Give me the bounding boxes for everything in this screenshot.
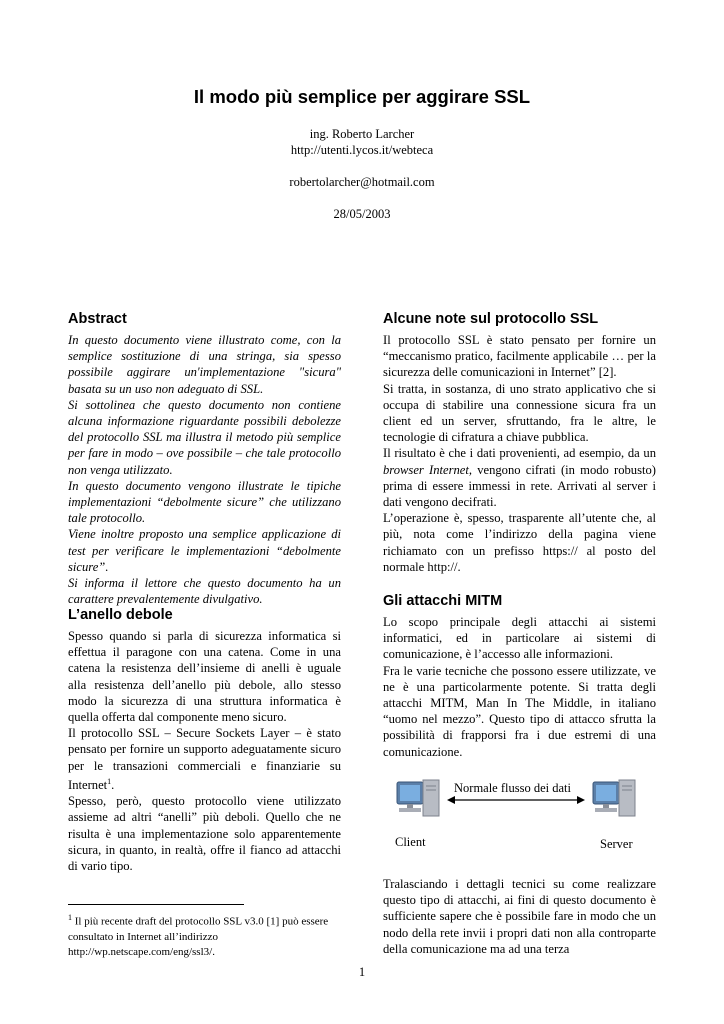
footnote-divider	[68, 904, 244, 905]
anello-paragraph	[68, 725, 341, 793]
note-ssl-emphasis: browser Internet,	[383, 462, 473, 477]
abstract-paragraph: In questo documento viene illustrato come, con la semplice sostituzione di una stringa, sia spesso possibile aggirare un'implementazione "sicura" basata su un uso non adeguato di SSL.	[68, 333, 341, 396]
client-computer-icon	[397, 780, 439, 816]
abstract-paragraph: Si informa il lettore che questo documento ha un carattere prevalentemente divulgativo.	[68, 576, 341, 607]
anello-heading: L’anello debole	[68, 607, 173, 623]
mitm-continuation	[383, 876, 656, 957]
mitm-paragraph: Lo scopo principale degli attacchi ai sistemi informatici, ed in particolare ai sistemi di comunicazione, è l’accesso alle informazioni.	[383, 615, 656, 662]
data-flow-arrow	[447, 796, 585, 804]
footnote	[68, 910, 344, 960]
note-ssl-section	[383, 310, 656, 575]
abstract-paragraph: Viene inoltre proposto una semplice applicazione di test per verificare le implementazioni “debolmente sicure”.	[68, 527, 341, 574]
anello-text: Il protocollo SSL – Secure Sockets Layer – è stato pensato per fornire un supporto adeguatamente sicuro per le transazioni commerciali e finanziarie su Internet	[68, 726, 341, 793]
anello-text: .	[111, 778, 115, 793]
author-website: http://utenti.lycos.it/webteca	[290, 143, 434, 157]
author-email: robertolarcher@hotmail.com	[289, 175, 435, 189]
mitm-section	[383, 592, 656, 760]
footnote-marker: 1	[68, 913, 72, 922]
note-ssl-paragraph: L’operazione è, spesso, trasparente all’utente che, al più, nota come l’indirizzo della pagina viene richiamato con un prefisso https:// al posto del normale http://.	[383, 511, 656, 574]
abstract-paragraph: In questo documento vengono illustrate le tipiche implementazioni “debolmente sicure” che utilizzano tale protocollo.	[68, 478, 341, 526]
mitm-heading: Gli attacchi MITM	[383, 593, 503, 609]
anello-paragraph: Spesso, però, questo protocollo viene utilizzato assieme ad altri “anelli” più deboli. Quello che ne risulta è una implementazione solo apparentemente sicura, in quanto, in realtà, offre il fianco ad attacchi di vario tipo.	[68, 794, 341, 874]
server-label: Server	[600, 837, 633, 851]
paper-title: Il modo più semplice per aggirare SSL	[193, 86, 531, 107]
server-computer-icon	[593, 780, 635, 816]
date: 28/05/2003	[333, 207, 391, 221]
note-ssl-paragraph	[383, 445, 656, 510]
mitm-paragraph: Tralasciando i dettagli tecnici su come realizzare questo tipo di attacchi, ai fini di questo documento è sufficiente sapere che è possibile fare in modo che un nodo della rete invii i propri dati non alla controparte della comunicazione ma ad una terza	[383, 877, 656, 956]
anello-section	[68, 606, 341, 874]
footnote-ref: 1	[107, 776, 112, 786]
note-ssl-text: Il risultato è che i dati provenienti, ad esempio, da un	[383, 446, 656, 461]
note-ssl-paragraph: Il protocollo SSL è stato pensato per fornire un “meccanismo pratico, facilmente applicabile … per la sicurezza delle comunicazioni in Internet” [2].	[383, 333, 656, 380]
abstract-paragraph: Si sottolinea che questo documento non contiene alcuna informazione riguardante possibili debolezze del protocollo SSL ma illustra il metodo più semplice per fare in modo – ove possibile – che tale protocollo non venga utilizzato.	[68, 397, 341, 477]
note-ssl-text: vengono cifrati (in modo robusto) prima di essere immessi in rete. Arrivati al server i dati vengono decifrati.	[383, 462, 656, 510]
page-number: 1	[358, 965, 366, 979]
footnote-text: Il più recente draft del protocollo SSL v3.0 [1] può essere consultato in Internet all’indirizzo http://wp.netscape.com/eng/ssl3/.	[68, 915, 329, 958]
client-label: Client	[395, 835, 426, 849]
mitm-paragraph: Fra le varie tecniche che possono essere utilizzate, ve ne è una particolarmente potente. Si tratta degli attacchi MITM, Man In The Middle, in italiano “uomo nel mezzo”. Questo tipo di attacco sfrutta la possibilità di frapporsi fra i due estremi di una comunicazione.	[383, 663, 656, 759]
note-ssl-paragraph: Si tratta, in sostanza, di uno strato applicativo che si occupa di stabilire una connessione sicura fra un client ed un server, sfruttando, fra le altre, le tecnologie di cifratura a chiave pubblica.	[383, 381, 656, 445]
anello-paragraph: Spesso quando si parla di sicurezza informatica si effettua il paragone con una catena. Come in una catena la resistenza dell’insieme di anelli è uguale alla resistenza dell’anello più debole, allo stesso modo la sicurezza di una struttura informatica è quella offerta dal componente meno sicuro.	[68, 629, 341, 725]
abstract-section	[68, 310, 341, 607]
flow-label: Normale flusso dei dati	[454, 781, 571, 795]
author: ing. Roberto Larcher	[309, 127, 415, 141]
abstract-heading: Abstract	[68, 311, 127, 327]
note-ssl-heading: Alcune note sul protocollo SSL	[383, 311, 599, 327]
